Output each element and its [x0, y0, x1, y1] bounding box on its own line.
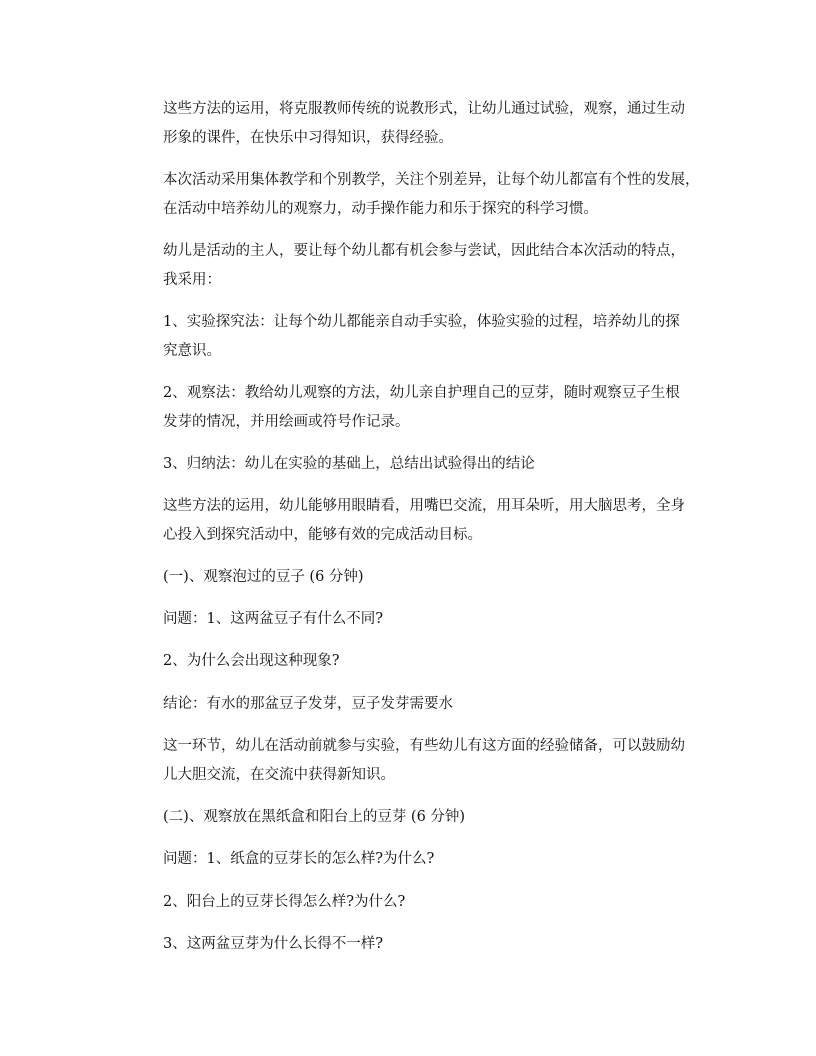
text-line: 1、实验探究法：让每个幼儿都能亲自动手实验，体验实验的过程，培养幼儿的探 [163, 314, 680, 330]
question-one [163, 605, 703, 634]
text-line: 发芽的情况，并用绘画或符号作记录。 [163, 414, 410, 430]
question-three [163, 845, 703, 874]
text-line: 形象的课件，在快乐中习得知识，获得经验。 [163, 130, 453, 146]
text-line: (二)、观察放在黑纸盒和阳台上的豆芽 (6 分钟) [163, 809, 466, 825]
paragraph-methods-summary [120, 492, 698, 550]
section-heading-two [163, 803, 703, 832]
paragraph-child-centered [120, 237, 698, 295]
text-line: 结论：有水的那盆豆子发芽，豆子发芽需要水 [163, 696, 453, 712]
paragraph-segment-note [120, 732, 698, 790]
text-line: 2、观察法：教给幼儿观察的方法，幼儿亲自护理自己的豆芽，随时观察豆子生根 [163, 385, 680, 401]
question-four [163, 888, 703, 917]
paragraph-method-induction [163, 450, 703, 479]
text-line: 幼儿是活动的主人，要让每个幼儿都有机会参与尝试，因此结合本次活动的特点， [163, 243, 685, 259]
conclusion [163, 690, 703, 719]
text-line: 我采用： [163, 272, 221, 288]
paragraph-method-usage [120, 95, 698, 153]
text-line: 本次活动采用集体教学和个别教学，关注个别差异，让每个幼儿都富有个性的发展， [163, 172, 700, 188]
text-line: 心投入到探究活动中，能够有效的完成活动目标。 [163, 527, 482, 543]
text-line: 3、归纳法：幼儿在实验的基础上，总结出试验得出的结论 [163, 456, 535, 472]
text-line: 问题：1、纸盒的豆芽长的怎么样?为什么? [163, 851, 435, 867]
paragraph-teaching-approach [120, 166, 698, 224]
text-line: 问题：1、这两盆豆子有什么不同? [163, 611, 383, 627]
text-line: 儿大胆交流，在交流中获得新知识。 [163, 767, 395, 783]
paragraph-method-experiment [120, 308, 698, 366]
question-five [163, 930, 703, 959]
question-two [163, 647, 703, 676]
text-line: 究意识。 [163, 343, 221, 359]
text-line: 这些方法的运用，幼儿能够用眼睛看，用嘴巴交流，用耳朵听，用大脑思考，全身 [163, 498, 685, 514]
text-line: 2、为什么会出现这种现象? [163, 653, 340, 669]
text-line: 这一环节，幼儿在活动前就参与实验，有些幼儿有这方面的经验储备，可以鼓励幼 [163, 738, 685, 754]
section-heading-one [163, 563, 703, 592]
text-line: 2、阳台上的豆芽长得怎么样?为什么? [163, 894, 406, 910]
text-line: 3、这两盆豆芽为什么长得不一样? [163, 936, 383, 952]
text-line: (一)、观察泡过的豆子 (6 分钟) [163, 569, 364, 585]
text-line: 这些方法的运用，将克服教师传统的说教形式，让幼儿通过试验，观察，通过生动 [163, 101, 685, 117]
paragraph-method-observation [120, 379, 698, 437]
text-line: 在活动中培养幼儿的观察力，动手操作能力和乐于探究的科学习惯。 [163, 201, 598, 217]
